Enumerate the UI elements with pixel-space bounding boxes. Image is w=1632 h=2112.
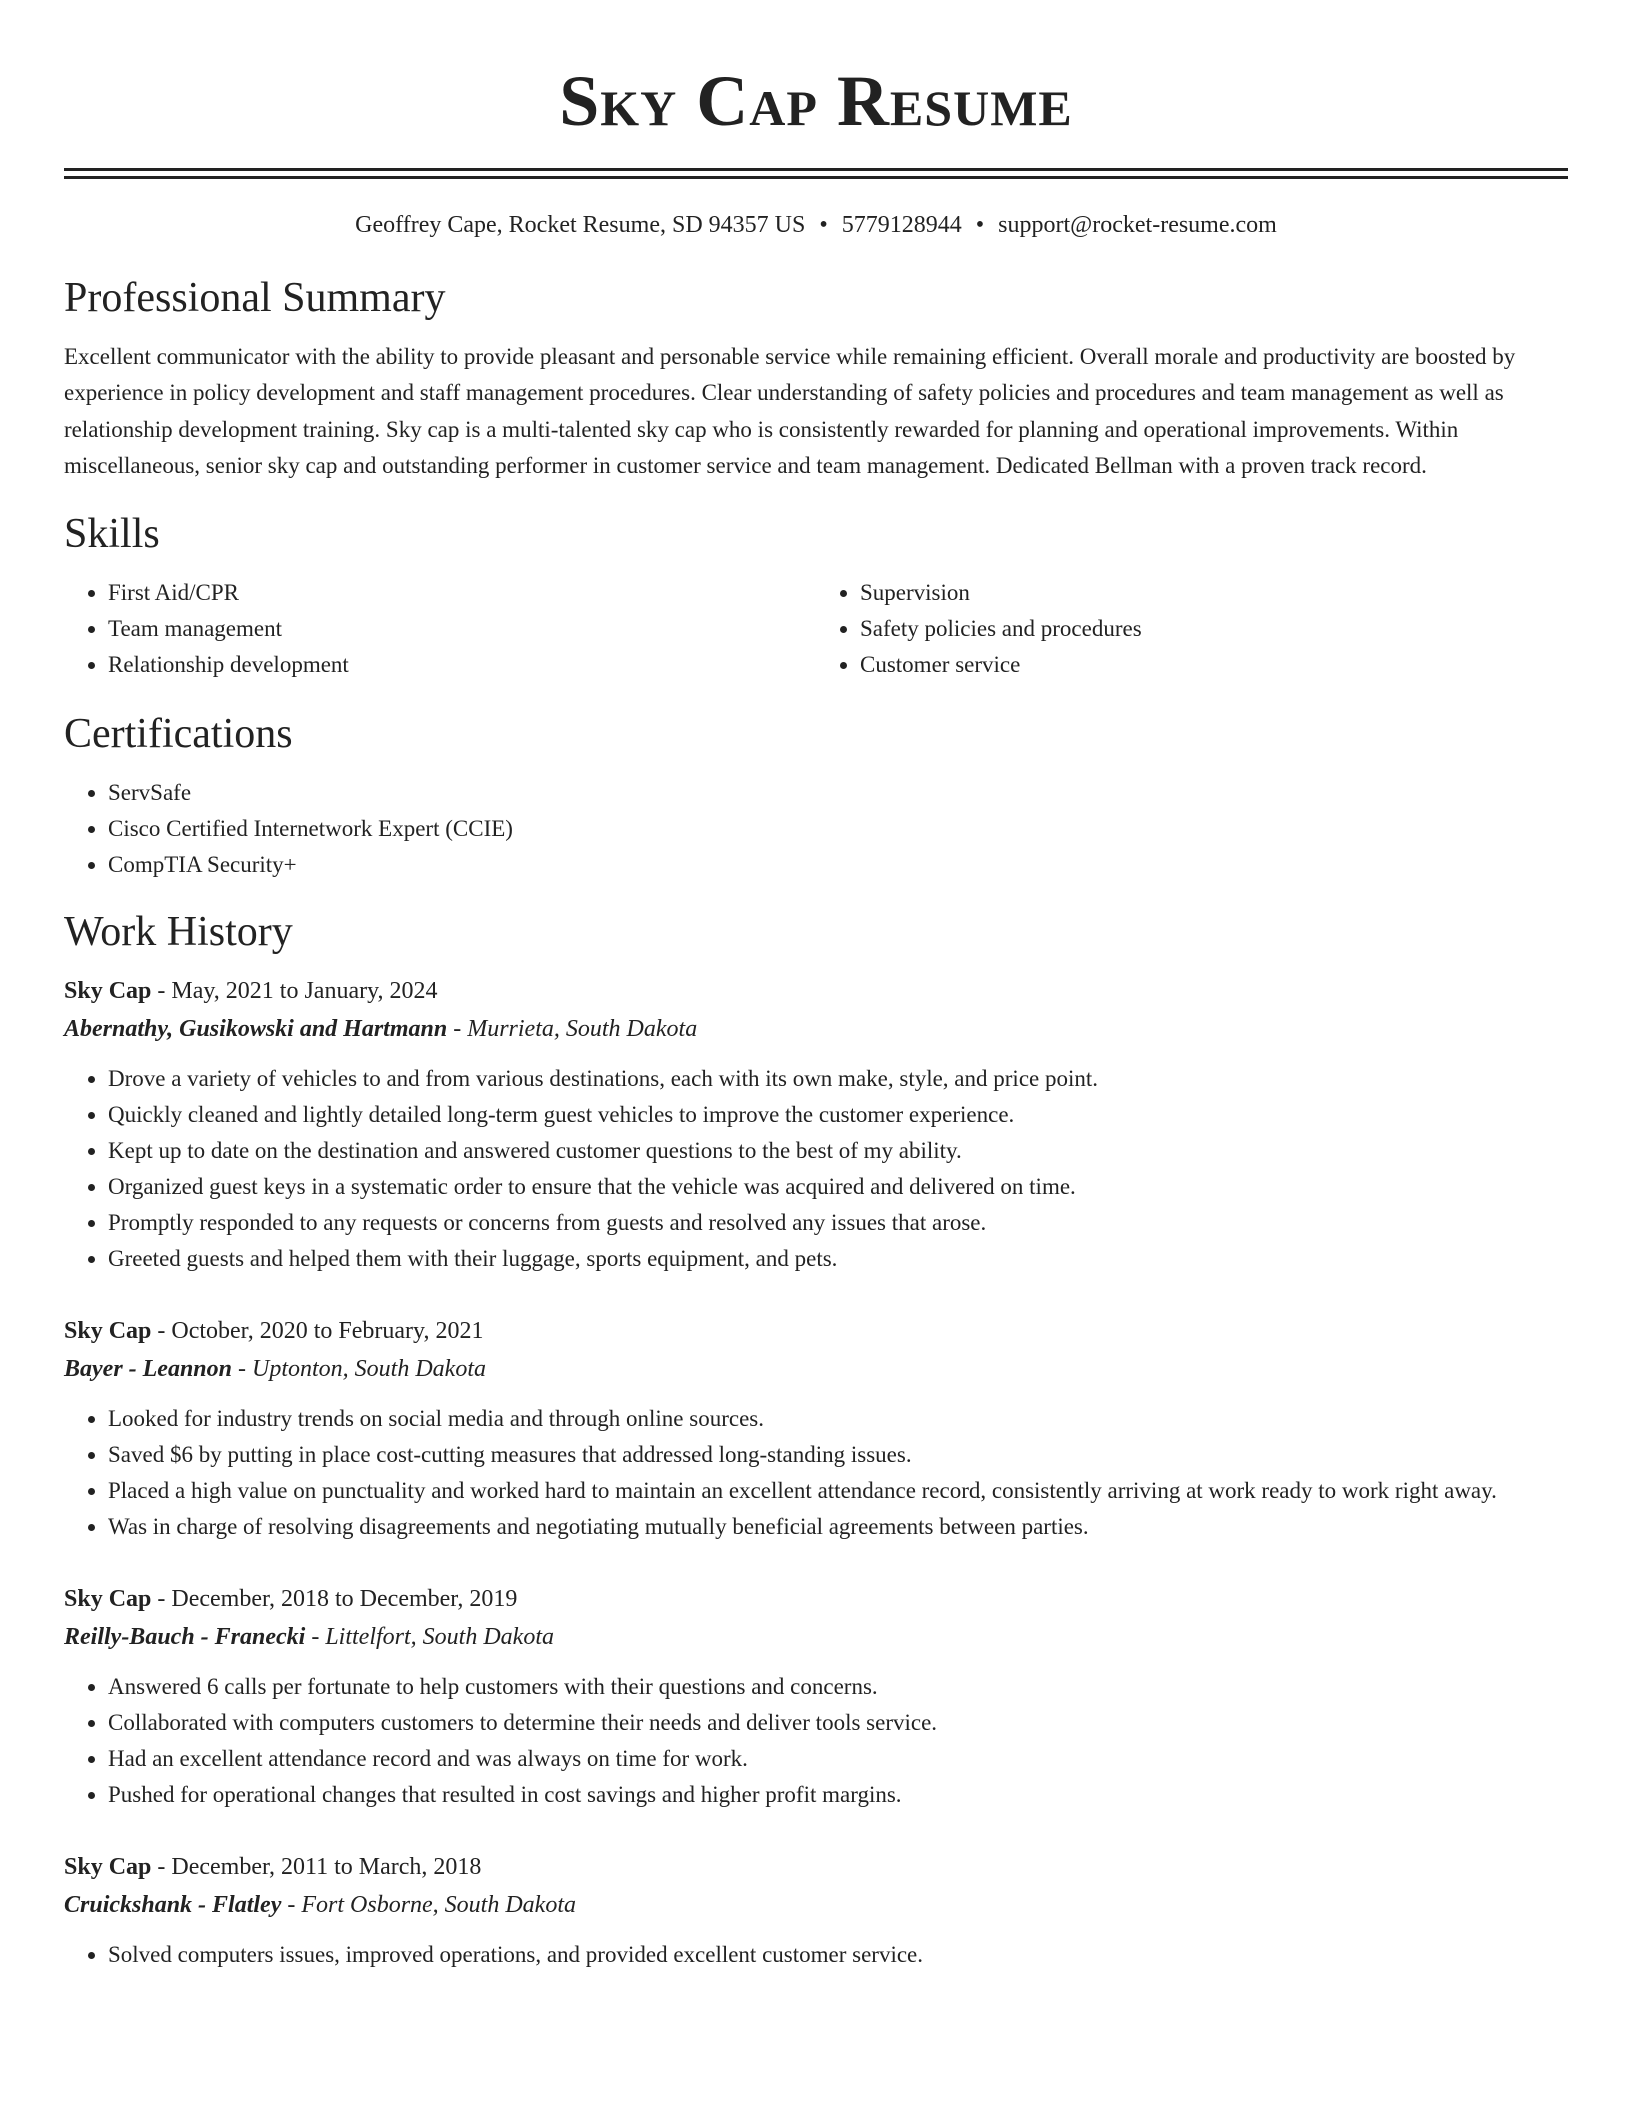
skill-item: • First Aid/CPR — [108, 575, 816, 611]
job-dates: - December, 2011 to March, 2018 — [151, 1853, 482, 1880]
job-location: - Murrieta, South Dakota — [447, 1015, 698, 1042]
contact-line — [64, 209, 1568, 241]
skills-heading: Skills — [64, 510, 160, 557]
resume-title: Sky Cap Resume — [559, 61, 1073, 141]
job-employer — [64, 1349, 1568, 1389]
skill-item: • Relationship development — [108, 647, 816, 683]
job-bullet: • Placed a high value on punctuality and worked hard to maintain an excellent attendance record, consistently arriving at work ready to work right away. — [108, 1473, 1568, 1509]
skill-item: • Safety policies and procedures — [860, 611, 1568, 647]
job-entry — [64, 1581, 1568, 1813]
job-company: Reilly-Bauch - Franecki — [64, 1623, 306, 1650]
job-header — [64, 1849, 1568, 1885]
job-header — [64, 1313, 1568, 1349]
job-location: - Fort Osborne, South Dakota — [281, 1891, 577, 1918]
job-dates: - May, 2021 to January, 2024 — [151, 977, 438, 1004]
skills-column-left — [64, 575, 816, 683]
contact-phone: 5779128944 — [841, 212, 962, 238]
job-company: Abernathy, Gusikowski and Hartmann — [64, 1015, 448, 1042]
job-header — [64, 1581, 1568, 1617]
job-employer — [64, 1885, 1568, 1925]
job-bullet: • Solved computers issues, improved operations, and provided excellent customer service. — [108, 1937, 1568, 1973]
skills-list-left — [64, 575, 816, 683]
certifications-list — [64, 775, 1568, 883]
job-bullet: • Promptly responded to any requests or concerns from guests and resolved any issues that arose. — [108, 1205, 1568, 1241]
job-header — [64, 973, 1568, 1009]
certification-item: • CompTIA Security+ — [108, 847, 1568, 883]
job-title: Sky Cap — [64, 977, 152, 1004]
job-bullet: • Pushed for operational changes that resulted in cost savings and higher profit margins. — [108, 1777, 1568, 1813]
job-bullet: • Drove a variety of vehicles to and from various destinations, each with its own make, style, and price point. — [108, 1061, 1568, 1097]
skills-grid — [64, 575, 1568, 683]
title-divider — [64, 168, 1568, 179]
job-dates: - December, 2018 to December, 2019 — [151, 1585, 518, 1612]
job-bullet: • Organized guest keys in a systematic order to ensure that the vehicle was acquired and delivered on time. — [108, 1169, 1568, 1205]
job-bullets — [64, 1061, 1568, 1277]
job-title: Sky Cap — [64, 1585, 152, 1612]
job-title: Sky Cap — [64, 1853, 152, 1880]
job-bullets — [64, 1401, 1568, 1545]
contact-separator: • — [819, 212, 828, 238]
job-bullets — [64, 1937, 1568, 1973]
skill-item: • Supervision — [860, 575, 1568, 611]
job-bullet: • Collaborated with computers customers to determine their needs and deliver tools service. — [108, 1705, 1568, 1741]
job-entry — [64, 1849, 1568, 1973]
work-history-heading: Work History — [64, 908, 293, 955]
job-bullet: • Looked for industry trends on social media and through online sources. — [108, 1401, 1568, 1437]
job-title: Sky Cap — [64, 1317, 152, 1344]
skills-list-right — [816, 575, 1568, 683]
job-employer — [64, 1617, 1568, 1657]
summary-heading: Professional Summary — [64, 275, 446, 321]
skills-column-right — [816, 575, 1568, 683]
job-entry — [64, 1313, 1568, 1545]
job-bullet: • Greeted guests and helped them with their luggage, sports equipment, and pets. — [108, 1241, 1568, 1277]
job-dates: - October, 2020 to February, 2021 — [151, 1317, 484, 1344]
job-company: Cruickshank - Flatley — [64, 1891, 282, 1918]
job-bullet: • Had an excellent attendance record and was always on time for work. — [108, 1741, 1568, 1777]
job-bullet: • Quickly cleaned and lightly detailed long-term guest vehicles to improve the customer experience. — [108, 1097, 1568, 1133]
certification-item: • ServSafe — [108, 775, 1568, 811]
job-bullet: • Answered 6 calls per fortunate to help customers with their questions and concerns. — [108, 1669, 1568, 1705]
certifications-heading: Certifications — [64, 710, 293, 757]
contact-separator: • — [975, 212, 985, 238]
job-location: - Uptonton, South Dakota — [232, 1355, 486, 1382]
contact-email: support@rocket-resume.com — [998, 212, 1277, 238]
job-entry — [64, 973, 1568, 1277]
skill-item: • Customer service — [860, 647, 1568, 683]
job-bullet: • Was in charge of resolving disagreements and negotiating mutually beneficial agreements between parties. — [108, 1509, 1568, 1545]
job-company: Bayer - Leannon — [64, 1355, 232, 1382]
skill-item: • Team management — [108, 611, 816, 647]
job-bullet: • Kept up to date on the destination and answered customer questions to the best of my ability. — [108, 1133, 1568, 1169]
contact-address: Geoffrey Cape, Rocket Resume, SD 94357 US — [355, 212, 806, 238]
certification-item: • Cisco Certified Internetwork Expert (CCIE) — [108, 811, 1568, 847]
job-bullets — [64, 1669, 1568, 1813]
summary-text: Excellent communicator with the ability to provide pleasant and personable service while remaining efficient. Overall morale and productivity are boosted by experience in policy development and staff management procedures. Clear understanding of safety policies and procedures and team management as well as relationship development training. Sky cap is a multi-talented sky cap who is consistently rewarded for planning and operational improvements. Within miscellaneous, senior sky cap and outstanding performer in customer service and team management. Dedicated Bellman with a proven track record. — [64, 344, 1516, 479]
job-location: - Littelfort, South Dakota — [305, 1623, 554, 1650]
job-bullet: • Saved $6 by putting in place cost-cutting measures that addressed long-standing issues. — [108, 1437, 1568, 1473]
job-employer — [64, 1009, 1568, 1049]
